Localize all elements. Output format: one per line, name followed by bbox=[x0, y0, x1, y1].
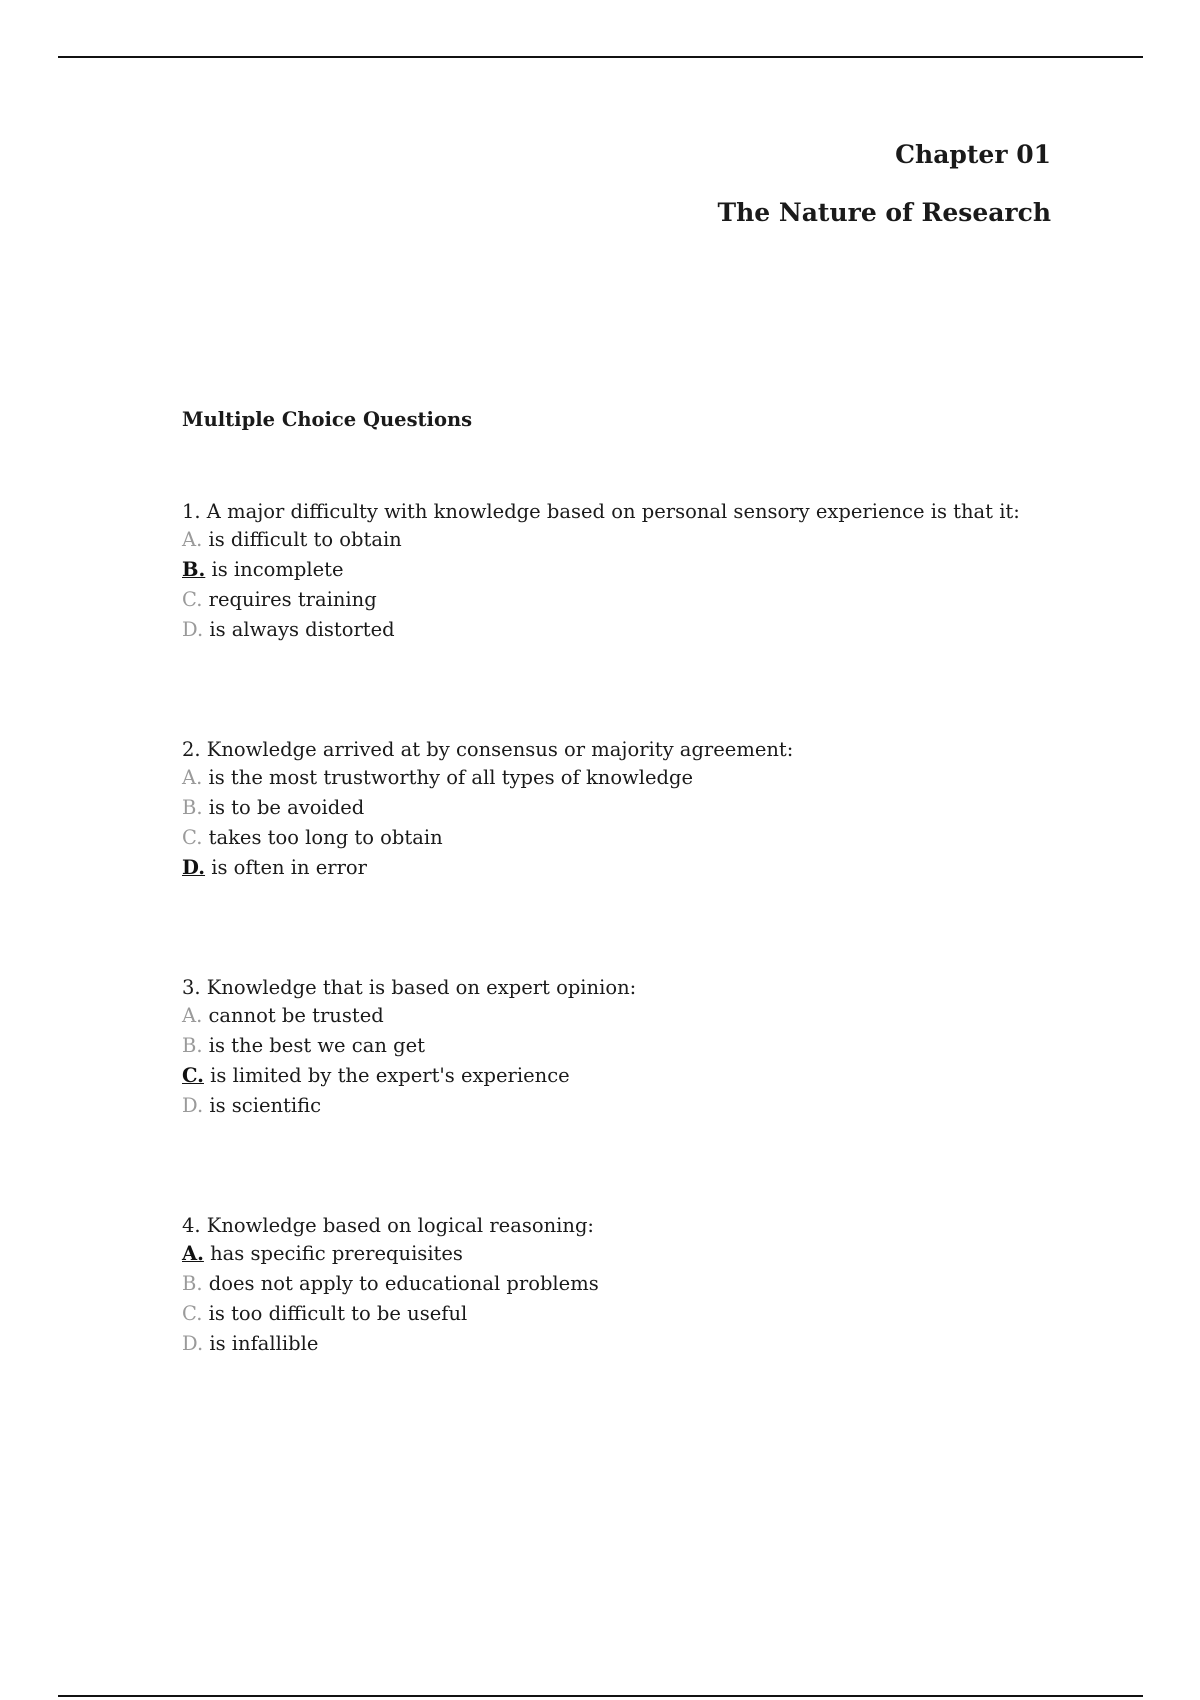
choice-d bbox=[182, 1091, 1082, 1121]
choice-letter: D. bbox=[182, 1332, 204, 1355]
choice-letter: B. bbox=[182, 1034, 203, 1057]
choice-text: is the most trustworthy of all types of knowledge bbox=[202, 766, 694, 789]
choice-b bbox=[182, 793, 1082, 823]
choice-a bbox=[182, 1239, 1082, 1269]
choice-letter: A. bbox=[182, 1242, 204, 1265]
question-stem: 3. Knowledge that is based on expert opinion: bbox=[182, 976, 637, 999]
choice-letter: D. bbox=[182, 618, 204, 641]
choice-letter: A. bbox=[182, 766, 203, 789]
choice-letter: B. bbox=[182, 1272, 203, 1295]
top-rule bbox=[58, 56, 1143, 58]
choice-list bbox=[182, 1001, 1082, 1121]
choice-letter: A. bbox=[182, 1004, 203, 1027]
choice-a bbox=[182, 763, 1082, 793]
section-title: Multiple Choice Questions bbox=[182, 408, 473, 431]
choice-text: is difficult to obtain bbox=[202, 528, 402, 551]
choice-d bbox=[182, 615, 1082, 645]
question-2 bbox=[182, 736, 1082, 974]
choice-letter: B. bbox=[182, 558, 206, 581]
choice-list bbox=[182, 525, 1082, 645]
choice-b bbox=[182, 1269, 1082, 1299]
choice-d bbox=[182, 1329, 1082, 1359]
choice-b bbox=[182, 1031, 1082, 1061]
choice-c bbox=[182, 823, 1082, 853]
choice-text: does not apply to educational problems bbox=[202, 1272, 599, 1295]
question-4 bbox=[182, 1212, 1082, 1450]
question-3 bbox=[182, 974, 1082, 1212]
choice-text: is infallible bbox=[203, 1332, 319, 1355]
chapter-title: The Nature of Research bbox=[717, 198, 1051, 227]
choice-list bbox=[182, 763, 1082, 883]
choice-text: requires training bbox=[202, 588, 377, 611]
choice-list bbox=[182, 1239, 1082, 1359]
choice-text: is incomplete bbox=[205, 558, 344, 581]
chapter-header bbox=[717, 142, 1051, 225]
choice-text: cannot be trusted bbox=[202, 1004, 384, 1027]
choice-letter: C. bbox=[182, 1302, 203, 1325]
choice-text: is often in error bbox=[205, 856, 367, 879]
choice-a bbox=[182, 1001, 1082, 1031]
choice-letter: C. bbox=[182, 1064, 204, 1087]
bottom-rule bbox=[58, 1695, 1143, 1697]
choice-letter: C. bbox=[182, 826, 203, 849]
question-1 bbox=[182, 498, 1082, 736]
choice-text: is to be avoided bbox=[202, 796, 365, 819]
chapter-number: Chapter 01 bbox=[895, 140, 1051, 169]
choice-letter: A. bbox=[182, 528, 203, 551]
choice-text: is scientific bbox=[203, 1094, 322, 1117]
question-stem: 1. A major difficulty with knowledge based on personal sensory experience is that it: bbox=[182, 500, 1020, 523]
choice-c bbox=[182, 585, 1082, 615]
choice-b bbox=[182, 555, 1082, 585]
choice-c bbox=[182, 1299, 1082, 1329]
choice-text: is the best we can get bbox=[202, 1034, 425, 1057]
choice-letter: B. bbox=[182, 796, 203, 819]
choice-text: takes too long to obtain bbox=[202, 826, 443, 849]
question-list bbox=[182, 498, 1082, 1450]
question-stem: 2. Knowledge arrived at by consensus or majority agreement: bbox=[182, 738, 794, 761]
choice-text: is limited by the expert's experience bbox=[203, 1064, 570, 1087]
choice-text: has specific prerequisites bbox=[203, 1242, 463, 1265]
question-stem: 4. Knowledge based on logical reasoning: bbox=[182, 1214, 594, 1237]
choice-text: is always distorted bbox=[203, 618, 395, 641]
choice-letter: C. bbox=[182, 588, 203, 611]
choice-letter: D. bbox=[182, 856, 206, 879]
choice-a bbox=[182, 525, 1082, 555]
choice-d bbox=[182, 853, 1082, 883]
choice-text: is too difficult to be useful bbox=[202, 1302, 468, 1325]
choice-letter: D. bbox=[182, 1094, 204, 1117]
choice-c bbox=[182, 1061, 1082, 1091]
